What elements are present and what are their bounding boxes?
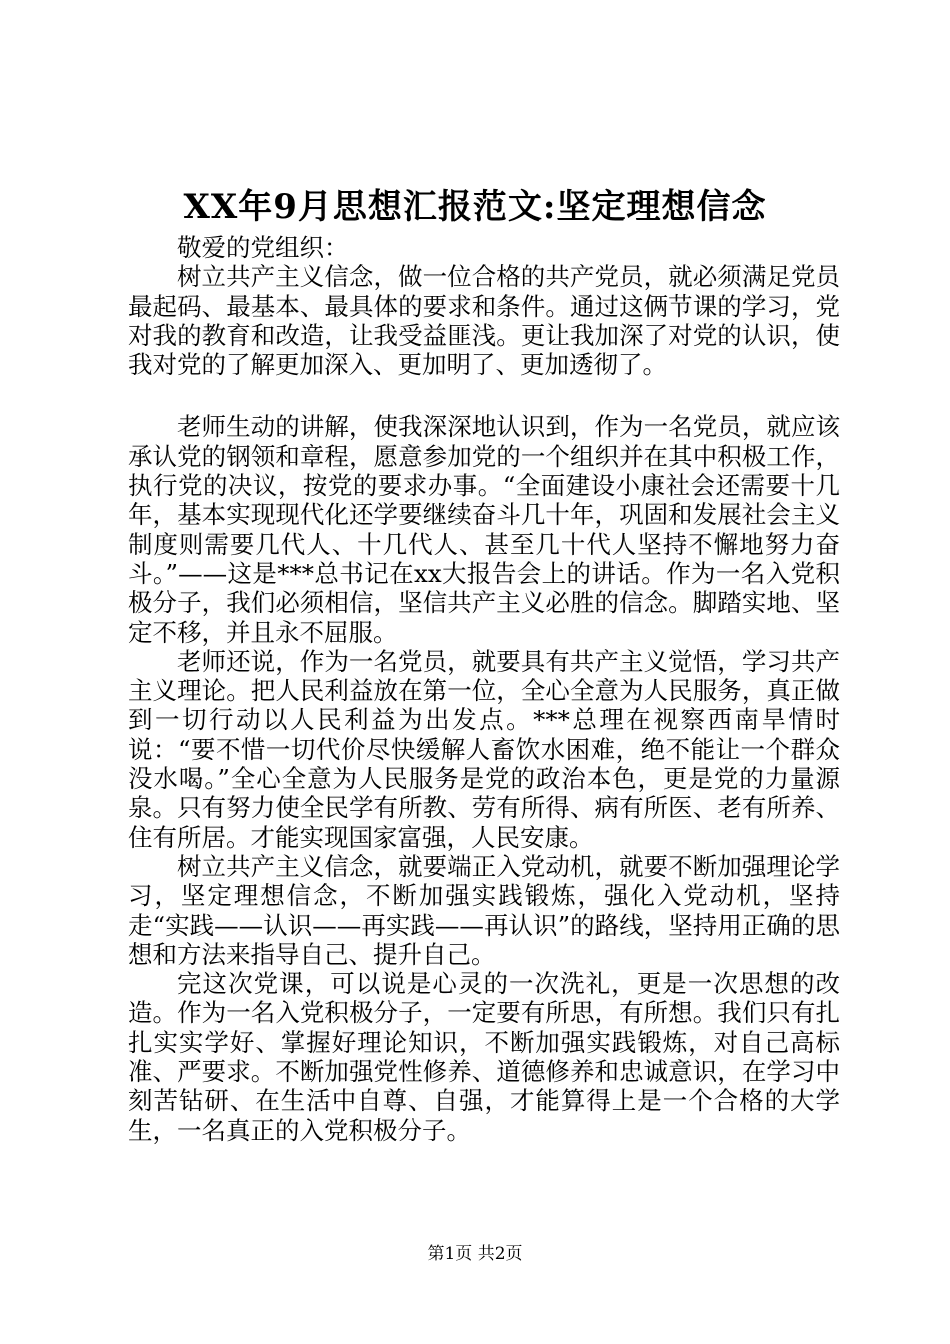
paragraph-4: 树立共产主义信念，就要端正入党动机，就要不断加强理论学习，坚定理想信念，不断加强实践锻炼，强化入党动机，坚持走“实践——认识——再实践——再认识”的路线，坚持用正确的思想和方法来指导自己、提升自己。 (128, 851, 840, 969)
paragraph-5: 完这次党课，可以说是心灵的一次洗礼，更是一次思想的改造。作为一名入党积极分子，一定要有所思，有所想。我们只有扎扎实实学好、掌握好理论知识，不断加强实践锻炼，对自己高标准、严要求。不断加强党性修养、道德修养和忠诚意识，在学习中刻苦钻研、在生活中自尊、自强，才能算得上是一个合格的大学生，一名真正的入党积极分子。 (128, 969, 840, 1145)
salutation: 敬爱的党组织： (177, 233, 349, 262)
document-body (128, 233, 840, 1145)
document-title: XX年9月思想汇报范文:坚定理想信念 (183, 187, 767, 227)
paragraph-1: 树立共产主义信念，做一位合格的共产党员，就必须满足党员最起码、最基本、最具体的要求和条件。通过这俩节课的学习，党对我的教育和改造，让我受益匪浅。更让我加深了对党的认识，使我对党的了解更加深入、更加明了、更加透彻了。 (128, 262, 840, 380)
paragraph-3: 老师还说，作为一名党员，就要具有共产主义觉悟，学习共产主义理论。把人民利益放在第一位，全心全意为人民服务，真正做到一切行动以人民利益为出发点。***总理在视察西南旱情时说：“要不惜一切代价尽快缓解人畜饮水困难，绝不能让一个群众没水喝。”全心全意为人民服务是党的政治本色，更是党的力量源泉。只有努力使全民学有所教、劳有所得、病有所医、老有所养、住有所居。才能实现国家富强，人民安康。 (128, 646, 840, 852)
paragraph-2: 老师生动的讲解，使我深深地认识到，作为一名党员，就应该承认党的钢领和章程，愿意参加党的一个组织并在其中积极工作，执行党的决议，按党的要求办事。“全面建设小康社会还需要十几年，基本实现现代化还学要继续奋斗几十年，巩固和发展社会主义制度则需要几代人、十几代人、甚至几十代人坚持不懈地努力奋斗。”——这是***总书记在xx大报告会上的讲话。作为一名入党积极分子，我们必须相信，坚信共产主义必胜的信念。脚踏实地、坚定不移，并且永不屈服。 (128, 412, 840, 647)
page-footer: 第1页 共2页 (427, 1244, 523, 1264)
